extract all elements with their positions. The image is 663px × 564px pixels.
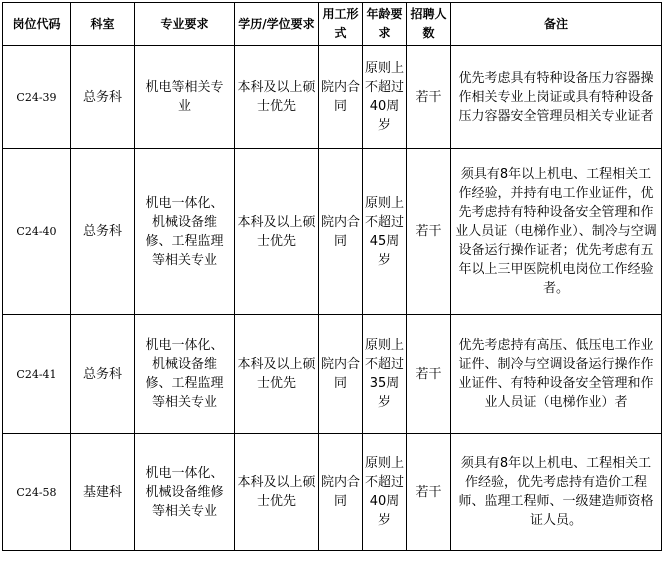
age-requirement: 原则上不超过35周岁 (363, 315, 407, 434)
table-row (3, 434, 662, 551)
position-code: C24-39 (3, 46, 71, 149)
header-note: 备注 (451, 3, 662, 46)
employment-type: 院内合同 (319, 46, 363, 149)
department: 总务科 (71, 149, 135, 315)
education-requirement: 本科及以上硕士优先 (235, 315, 319, 434)
table-row (3, 315, 662, 434)
major-requirement: 机电一体化、机械设备维修、工程监理等相关专业 (135, 315, 235, 434)
header-code: 岗位代码 (3, 3, 71, 46)
department: 基建科 (71, 434, 135, 551)
department: 总务科 (71, 46, 135, 149)
education-requirement: 本科及以上硕士优先 (235, 149, 319, 315)
table-row (3, 149, 662, 315)
major-requirement: 机电一体化、机械设备维修、工程监理等相关专业 (135, 149, 235, 315)
age-requirement: 原则上不超过40周岁 (363, 46, 407, 149)
recruitment-table (2, 2, 662, 551)
major-requirement: 机电等相关专业 (135, 46, 235, 149)
header-employ: 用工形式 (319, 3, 363, 46)
remarks: 须具有8年以上机电、工程相关工作经验，优先考虑持有造价工程师、监理工程师、一级建造师资格证人员。 (451, 434, 662, 551)
remarks: 优先考虑持有高压、低压电工作业证件、制冷与空调设备运行操作作业证件、有特种设备安全管理和作业人员证（电梯作业）者 (451, 315, 662, 434)
hiring-count: 若干 (407, 434, 451, 551)
position-code: C24-40 (3, 149, 71, 315)
header-dept: 科室 (71, 3, 135, 46)
major-requirement: 机电一体化、机械设备维修等相关专业 (135, 434, 235, 551)
remarks: 优先考虑具有特种设备压力容器操作相关专业上岗证或具有特种设备压力容器安全管理员相关专业证者 (451, 46, 662, 149)
hiring-count: 若干 (407, 149, 451, 315)
education-requirement: 本科及以上硕士优先 (235, 434, 319, 551)
remarks: 须具有8年以上机电、工程相关工作经验，并持有电工作业证件，优先考虑持有特种设备安全管理和作业人员证（电梯作业）、制冷与空调设备运行操作证者；优先考虑有五年以上三甲医院机电岗位工作经验者。 (451, 149, 662, 315)
age-requirement: 原则上不超过45周岁 (363, 149, 407, 315)
employment-type: 院内合同 (319, 149, 363, 315)
hiring-count: 若干 (407, 315, 451, 434)
employment-type: 院内合同 (319, 434, 363, 551)
employment-type: 院内合同 (319, 315, 363, 434)
header-count: 招聘人数 (407, 3, 451, 46)
header-major: 专业要求 (135, 3, 235, 46)
header-row (3, 3, 662, 46)
department: 总务科 (71, 315, 135, 434)
header-age: 年龄要求 (363, 3, 407, 46)
age-requirement: 原则上不超过40周岁 (363, 434, 407, 551)
header-edu: 学历/学位要求 (235, 3, 319, 46)
position-code: C24-58 (3, 434, 71, 551)
education-requirement: 本科及以上硕士优先 (235, 46, 319, 149)
hiring-count: 若干 (407, 46, 451, 149)
position-code: C24-41 (3, 315, 71, 434)
table-row (3, 46, 662, 149)
